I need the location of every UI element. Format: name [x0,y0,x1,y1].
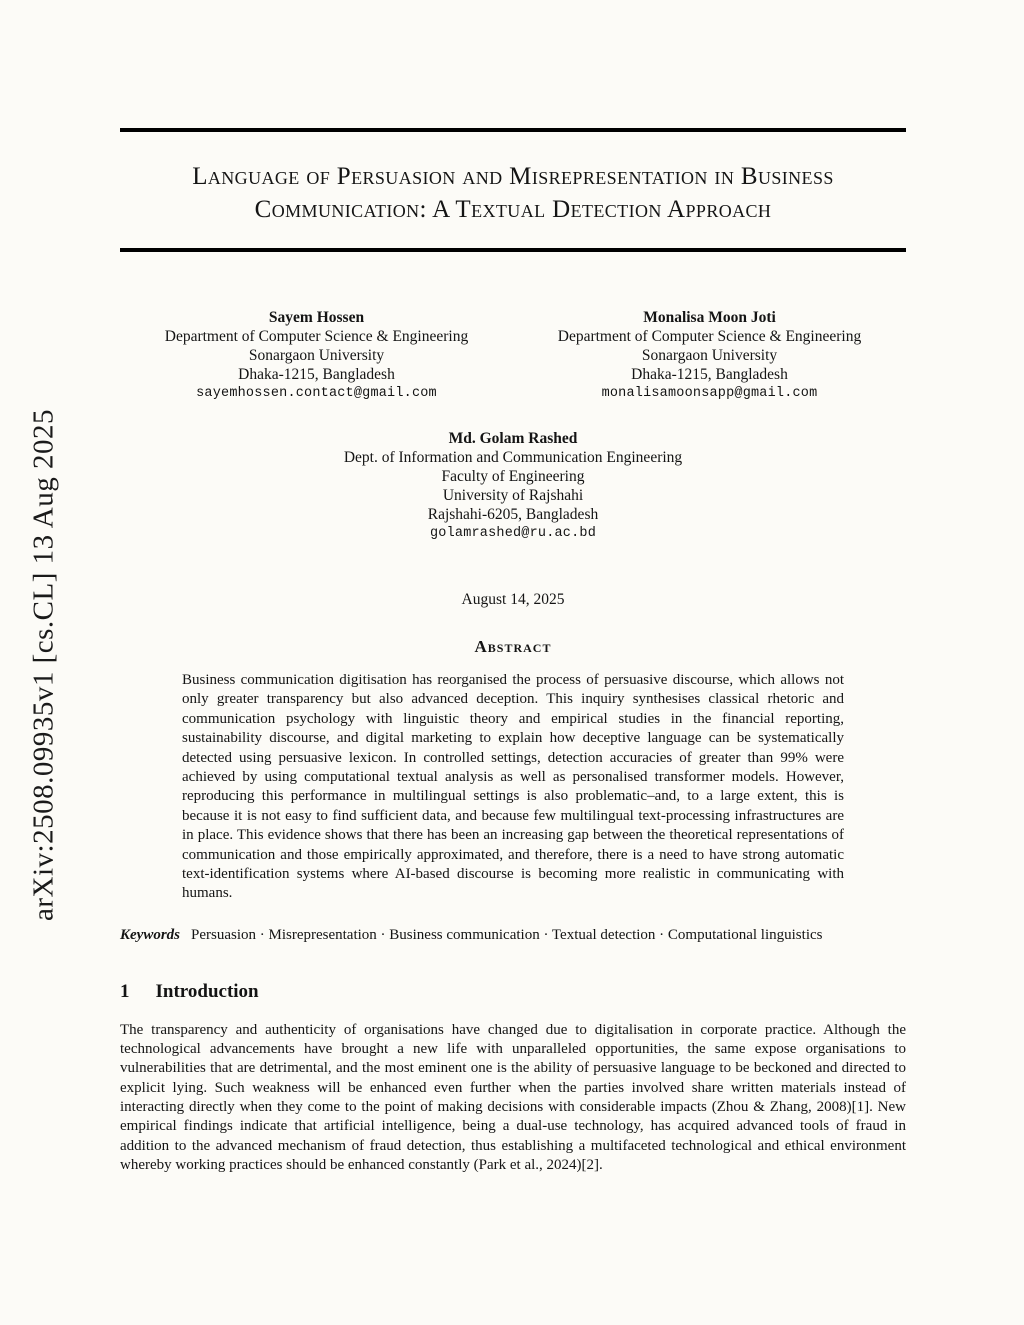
title-rule-bottom [120,248,906,252]
keywords-text: Persuasion · Misrepresentation · Business communication · Textual detection · Computational linguistics [191,926,823,943]
section-title: Introduction [155,980,259,1002]
introduction-paragraph: The transparency and authenticity of organisations have changed due to digitalisation in corporate practice. Although the technological advancements have brought a new life with unparalleled opportunities, the same expose organisations to vulnerabilities that are detrimental, and the most eminent one is the ability of persuasive language to be beckoned and directed to explicit lying. Such weakness will be enhanced even further when the parties involved share written materials instead of interacting directly when they come to the point of making decisions with considerable impacts (Zhou & Zhang, 2008)[1]. New empirical findings indicate that artificial intelligence, being a dual-use technology, has acquired advanced tools of fraud in addition to the advanced mechanism of fraud detection, thus establishing a multifaceted technological and ethical environment whereby working practices should be enhanced constantly (Park et al., 2024)[2]. [120,1021,906,1173]
paper-title: Language of Persuasion and Misrepresentation in Business Communication: A Textual Detection Approach [192,163,834,223]
author-affiliation-line: Dhaka-1215, Bangladesh [631,366,788,383]
author-affiliation-line: Department of Computer Science & Engineering [557,328,862,345]
author-email: monalisamoonsapp@gmail.com [601,386,818,401]
section-heading-introduction [120,981,906,1003]
author-email: sayemhossen.contact@gmail.com [196,386,437,401]
author-email: golamrashed@ru.ac.bd [429,526,597,541]
author-affiliation-line: University of Rajshahi [442,487,584,504]
abstract-heading: Abstract [474,637,552,656]
author-affiliation-line: Dhaka-1215, Bangladesh [238,366,395,383]
arxiv-watermark: arXiv:2508.09935v1 [cs.CL] 13 Aug 2025 [27,409,60,921]
author-affiliation-line: Department of Computer Science & Engineering [164,328,469,345]
keywords-line [120,926,906,945]
author-affiliation-line: Faculty of Engineering [441,468,585,485]
author-block-3 [120,429,906,543]
keywords-label: Keywords [120,926,180,943]
author-affiliation-line: Rajshahi-6205, Bangladesh [427,506,599,523]
paper-content [120,0,906,1175]
abstract-text: Business communication digitisation has reorganised the process of persuasive discourse, which allows not only greater transparency but also advanced deception. This inquiry synthesises classical rhetoric and communication psychology with linguistic theory and empirical studies in the financial reporting, sustainability discourse, and digital marketing to explain how deceptive language can be systematically detected using persuasive lexicon. In controlled settings, detection accuracies of greater than 99% were achieved by using computational textual analysis as well as personalised transformer models. However, reproducing this performance in multilingual settings is also problematic–and, to a large extent, this is because it is not easy to find sufficient data, and because few multilingual text-processing infrastructures are in place. This evidence shows that there has been an increasing gap between the theoretical representations of communication and those empirically approximated, and therefore, there is a need to have strong automatic text-identification systems where AI-based discourse is becoming more realistic in communicating with humans. [182,672,844,902]
author-affiliation-line: Sonargaon University [641,347,778,364]
section-number: 1 [120,980,130,1002]
author-name: Sayem Hossen [268,309,365,326]
author-affiliation-line: Dept. of Information and Communication Engineering [343,449,683,466]
author-block-1 [120,308,513,403]
title-rule-top [120,128,906,132]
authors-row [120,308,906,403]
paper-date: August 14, 2025 [461,591,565,608]
author-name: Md. Golam Rashed [448,430,578,447]
author-block-2 [513,308,906,403]
author-affiliation-line: Sonargaon University [248,347,385,364]
author-name: Monalisa Moon Joti [643,309,776,326]
